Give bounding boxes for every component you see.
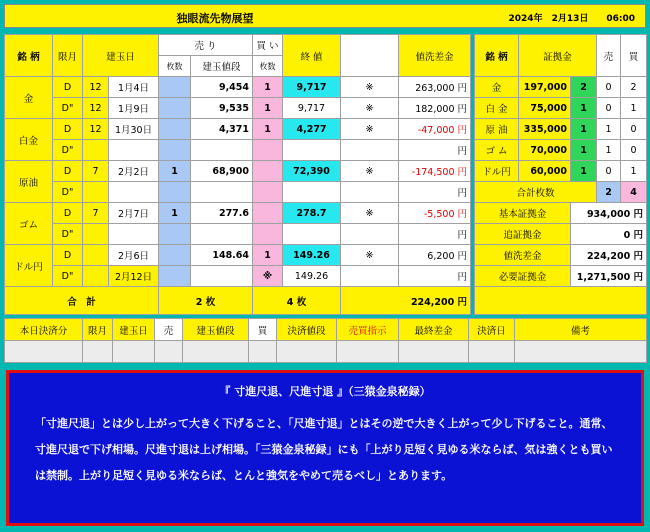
row-sell xyxy=(159,140,191,161)
side-row-amount: 60,000 xyxy=(519,161,571,182)
margin-table xyxy=(474,34,647,315)
row-date: 1月30日 xyxy=(109,119,159,140)
row-date: 2月6日 xyxy=(109,245,159,266)
col-header-gengetsu: 限月 xyxy=(53,35,83,77)
row-signal: ※ xyxy=(341,98,399,119)
row-price: 4,371 xyxy=(191,119,253,140)
money-label: 基本証拠金 xyxy=(475,203,571,224)
row-price: 277.6 xyxy=(191,203,253,224)
side-row-sell: 1 xyxy=(597,140,621,161)
settle-cell xyxy=(5,341,83,363)
row-type: D xyxy=(53,245,83,266)
row-buy: 1 xyxy=(253,245,283,266)
page-title: 独眼流先物展望 xyxy=(176,12,254,25)
side-row-sell: 0 xyxy=(597,161,621,182)
row-month: 12 xyxy=(83,98,109,119)
row-type: D" xyxy=(53,140,83,161)
row-close: 9,717 xyxy=(283,98,341,119)
settle-cell xyxy=(399,341,469,363)
row-sell xyxy=(159,182,191,203)
row-buy: 1 xyxy=(253,119,283,140)
money-value: 0 円 xyxy=(571,224,647,245)
settle-cell xyxy=(249,341,277,363)
row-diff: 182,000 円 xyxy=(399,98,471,119)
row-diff: 円 xyxy=(399,182,471,203)
row-signal: ※ xyxy=(341,77,399,98)
settle-cell xyxy=(277,341,337,363)
side-row-count: 1 xyxy=(571,161,597,182)
row-buy: ※ xyxy=(253,266,283,287)
money-value: 934,000 円 xyxy=(571,203,647,224)
row-close xyxy=(283,182,341,203)
money-value: 224,200 円 xyxy=(571,245,647,266)
row-diff: 円 xyxy=(399,140,471,161)
settle-header: 売買指示 xyxy=(337,319,399,341)
row-month: 12 xyxy=(83,77,109,98)
row-close xyxy=(283,224,341,245)
row-price: 148.64 xyxy=(191,245,253,266)
side-filler xyxy=(475,287,647,315)
row-sell xyxy=(159,224,191,245)
side-row-name: ゴ ム xyxy=(475,140,519,161)
row-close xyxy=(283,140,341,161)
row-buy xyxy=(253,182,283,203)
row-type: D xyxy=(53,77,83,98)
side-header-uri: 売 xyxy=(597,35,621,77)
settle-header: 限月 xyxy=(83,319,113,341)
row-signal xyxy=(341,140,399,161)
side-row-buy: 0 xyxy=(621,119,647,140)
row-sell xyxy=(159,98,191,119)
row-price xyxy=(191,182,253,203)
settle-header: 決済日 xyxy=(469,319,515,341)
row-sell: 1 xyxy=(159,203,191,224)
row-month xyxy=(83,224,109,245)
row-date: 1月4日 xyxy=(109,77,159,98)
row-signal: ※ xyxy=(341,161,399,182)
side-row-name: 金 xyxy=(475,77,519,98)
side-row-amount: 70,000 xyxy=(519,140,571,161)
side-header-shokokin: 証拠金 xyxy=(519,35,597,77)
side-row-buy: 2 xyxy=(621,77,647,98)
row-date xyxy=(109,224,159,245)
side-row-count: 1 xyxy=(571,98,597,119)
side-row-count: 1 xyxy=(571,119,597,140)
col-header-meigara: 銘 柄 xyxy=(5,35,53,77)
row-price xyxy=(191,266,253,287)
row-diff: 6,200 円 xyxy=(399,245,471,266)
commentary-body: 「寸進尺退」とは少し上がって大きく下げること、「尺進寸退」とはその逆で大きく上がって少し下げること。通常、寸進尺退で下げ相場。尺進寸退は上げ相場。「三猿金泉秘録」にも「上がり足短く見ゆる米ならば、気は強くとも買いは禁制。上がり足短く見ゆる米ならば、とんと強気をやめて売るべし」とあります。 xyxy=(35,417,613,482)
row-buy xyxy=(253,203,283,224)
row-month xyxy=(83,182,109,203)
settle-cell xyxy=(113,341,155,363)
row-signal xyxy=(341,182,399,203)
row-diff: 263,000 円 xyxy=(399,77,471,98)
side-row-name: 白 金 xyxy=(475,98,519,119)
col-header-baibai: 売買指示 xyxy=(341,35,399,77)
row-signal: ※ xyxy=(341,245,399,266)
row-month xyxy=(83,266,109,287)
row-date: 2月7日 xyxy=(109,203,159,224)
settle-cell xyxy=(515,341,647,363)
row-name-gold: 金 xyxy=(5,77,53,119)
settlement-table xyxy=(4,318,647,363)
row-name-crude: 原油 xyxy=(5,161,53,203)
row-sell xyxy=(159,266,191,287)
row-month xyxy=(83,140,109,161)
row-signal xyxy=(341,266,399,287)
row-date xyxy=(109,182,159,203)
header-date: 2024年 2月13日 06:00 xyxy=(508,14,635,24)
row-sell xyxy=(159,77,191,98)
col-header-maisuu-buy: 枚数 xyxy=(253,56,283,77)
row-diff: -5,500 円 xyxy=(399,203,471,224)
settle-header: 建玉日 xyxy=(113,319,155,341)
row-price: 9,454 xyxy=(191,77,253,98)
col-header-maisuu-sell: 枚数 xyxy=(159,56,191,77)
settle-cell xyxy=(83,341,113,363)
row-date: 2月2日 xyxy=(109,161,159,182)
row-month: 12 xyxy=(83,119,109,140)
side-row-sell: 0 xyxy=(597,98,621,119)
row-month: 7 xyxy=(83,203,109,224)
settle-header: 最終差金 xyxy=(399,319,469,341)
settle-header: 売 xyxy=(155,319,183,341)
col-header-uri: 売 り xyxy=(159,35,253,56)
row-type: D" xyxy=(53,98,83,119)
summary-buy: 4 xyxy=(621,182,647,203)
money-label: 追証拠金 xyxy=(475,224,571,245)
row-type: D xyxy=(53,119,83,140)
row-date xyxy=(109,140,159,161)
row-type: D xyxy=(53,203,83,224)
row-date: 1月9日 xyxy=(109,98,159,119)
row-buy: 1 xyxy=(253,98,283,119)
settle-cell xyxy=(183,341,249,363)
row-signal xyxy=(341,224,399,245)
row-price xyxy=(191,224,253,245)
row-diff: 円 xyxy=(399,224,471,245)
side-row-amount: 197,000 xyxy=(519,77,571,98)
side-row-amount: 335,000 xyxy=(519,119,571,140)
side-row-count: 2 xyxy=(571,77,597,98)
header-bar xyxy=(4,4,646,28)
row-diff: -47,000 円 xyxy=(399,119,471,140)
settle-cell xyxy=(155,341,183,363)
row-signal: ※ xyxy=(341,119,399,140)
row-diff: 円 xyxy=(399,266,471,287)
row-month xyxy=(83,245,109,266)
row-sell xyxy=(159,245,191,266)
settle-cell xyxy=(337,341,399,363)
side-row-sell: 1 xyxy=(597,119,621,140)
side-row-name: 原 油 xyxy=(475,119,519,140)
row-name-usdjpy: ドル円 xyxy=(5,245,53,287)
money-label: 値洗差金 xyxy=(475,245,571,266)
settle-header: 備考 xyxy=(515,319,647,341)
row-signal: ※ xyxy=(341,203,399,224)
row-close: 149.26 xyxy=(283,245,341,266)
side-row-buy: 0 xyxy=(621,140,647,161)
row-date: 2月12日 xyxy=(109,266,159,287)
total-label: 合 計 xyxy=(5,287,159,315)
commentary-title: 『 寸進尺退、尺進寸退 』（三猿金泉秘録） xyxy=(219,385,431,398)
side-row-sell: 0 xyxy=(597,77,621,98)
positions-table xyxy=(4,34,471,315)
row-type: D" xyxy=(53,224,83,245)
row-price: 68,900 xyxy=(191,161,253,182)
total-sell: 2 枚 xyxy=(159,287,253,315)
money-value: 1,271,500 円 xyxy=(571,266,647,287)
summary-label: 合計枚数 xyxy=(475,182,597,203)
row-close: 4,277 xyxy=(283,119,341,140)
settle-header: 買 xyxy=(249,319,277,341)
row-close: 72,390 xyxy=(283,161,341,182)
col-header-neaisa: 値洗差金 xyxy=(399,35,471,77)
settle-header: 本日決済分 xyxy=(5,319,83,341)
side-row-buy: 1 xyxy=(621,98,647,119)
row-type: D" xyxy=(53,266,83,287)
side-header-kai: 買 xyxy=(621,35,647,77)
row-diff: -174,500 円 xyxy=(399,161,471,182)
row-buy xyxy=(253,140,283,161)
settle-cell xyxy=(469,341,515,363)
settle-header: 決済値段 xyxy=(277,319,337,341)
commentary-box xyxy=(6,370,644,526)
row-name-rubber: ゴム xyxy=(5,203,53,245)
total-amount: 224,200 円 xyxy=(341,287,471,315)
row-price xyxy=(191,140,253,161)
row-buy: 1 xyxy=(253,77,283,98)
row-name-platinum: 白金 xyxy=(5,119,53,161)
side-row-count: 1 xyxy=(571,140,597,161)
row-type: D" xyxy=(53,182,83,203)
col-header-kai: 買 い xyxy=(253,35,283,56)
col-header-neyasu: 建玉値段 xyxy=(191,56,253,77)
col-header-tategyokubi: 建玉日 xyxy=(83,35,159,77)
row-type: D xyxy=(53,161,83,182)
row-buy xyxy=(253,224,283,245)
settle-header: 建玉値段 xyxy=(183,319,249,341)
side-header-meigara: 銘 柄 xyxy=(475,35,519,77)
side-row-amount: 75,000 xyxy=(519,98,571,119)
total-buy: 4 枚 xyxy=(253,287,341,315)
summary-sell: 2 xyxy=(597,182,621,203)
side-row-name: ドル円 xyxy=(475,161,519,182)
row-buy xyxy=(253,161,283,182)
row-close: 9,717 xyxy=(283,77,341,98)
row-sell xyxy=(159,119,191,140)
col-header-owarine: 終 値 xyxy=(283,35,341,77)
row-month: 7 xyxy=(83,161,109,182)
side-row-buy: 1 xyxy=(621,161,647,182)
row-close: 278.7 xyxy=(283,203,341,224)
row-close: 149.26 xyxy=(283,266,341,287)
row-price: 9,535 xyxy=(191,98,253,119)
money-label: 必要証拠金 xyxy=(475,266,571,287)
row-sell: 1 xyxy=(159,161,191,182)
